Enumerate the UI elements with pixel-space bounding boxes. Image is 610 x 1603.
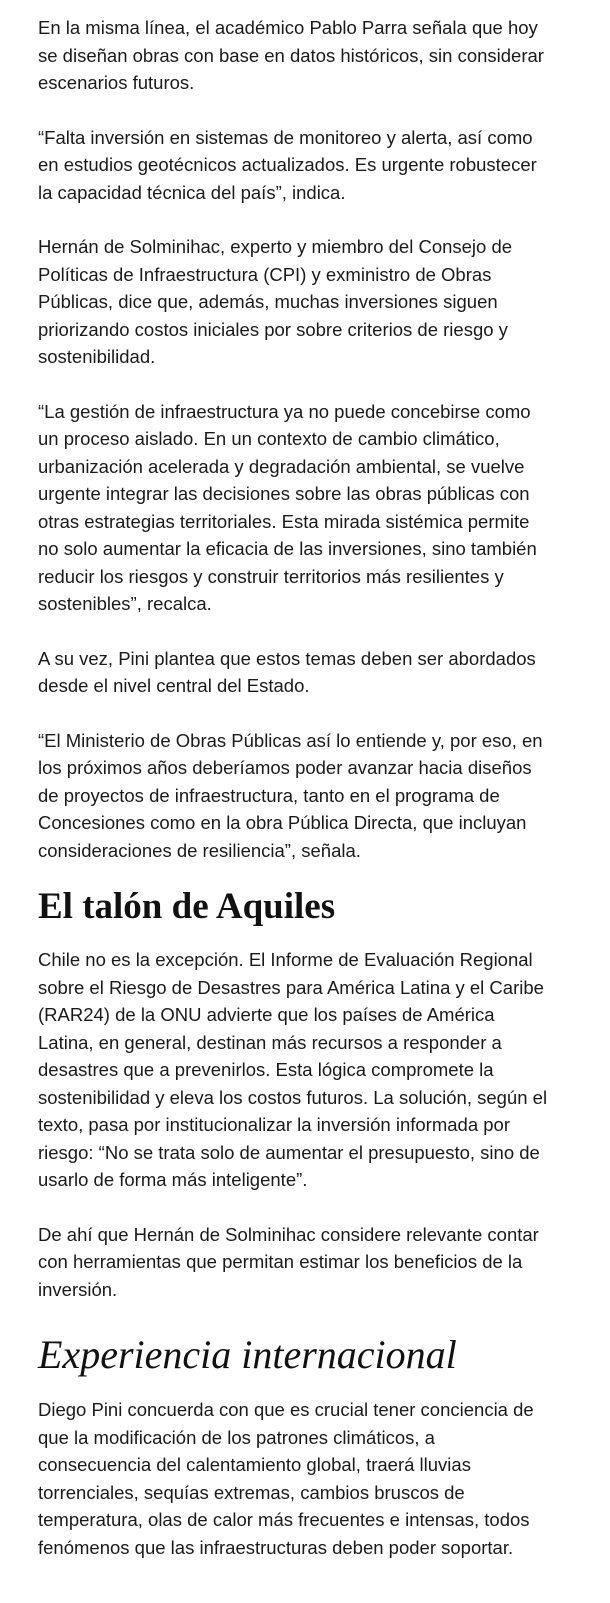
section-heading: El talón de Aquiles [38, 886, 336, 927]
paragraph: Diego Pini concuerda con que es crucial tener conciencia de que la modificación de los patrones climáticos, a consecuencia del calentamiento global, traerá lluvias torrenciales, sequías extremas, cambios bruscos de temperatura, olas de calor más frecuentes e intensas, todos fenómenos que las infraestructuras deben poder soportar. [38, 1399, 534, 1558]
paragraph: En la misma línea, el académico Pablo Parra señala que hoy se diseñan obras con base en datos históricos, sin considerar escenarios futuros. [38, 17, 544, 93]
paragraph: “Falta inversión en sistemas de monitoreo y alerta, así como en estudios geotécnicos actualizados. Es urgente robustecer la capacidad técnica del país”, indica. [38, 126, 537, 203]
article-body [38, 0, 574, 1561]
paragraph: “El Ministerio de Obras Públicas así lo entiende y, por eso, en los próximos años deberíamos poder avanzar hacia diseños de proyectos de infraestructura, tanto en el programa de Concesiones como en la obra Pública Directa, que incluyan consideraciones de resiliencia”, señala. [38, 729, 543, 861]
paragraph: Chile no es la excepción. El Informe de Evaluación Regional sobre el Riesgo de Desastres para América Latina y el Caribe (RAR24) de la ONU advierte que los países de América Latina, en general, destinan más recursos a responder a desastres que a prevenirlos. Esta lógica compromete la sostenibilidad y eleva los costos futuros. La solución, según el texto, pasa por institucionalizar la inversión informada por riesgo: “No se trata solo de aumentar el presupuesto, sino de usarlo de forma más inteligente”. [38, 949, 548, 1190]
paragraph: Hernán de Solminihac, experto y miembro del Consejo de Políticas de Infraestructura (CPI) y exministro de Obras Públicas, dice que, además, muchas inversiones siguen priorizando costos iniciales por sobre criterios de riesgo y sostenibilidad. [38, 236, 513, 367]
section-heading: Experiencia internacional [38, 1332, 457, 1377]
paragraph: A su vez, Pini plantea que estos temas deben ser abordados desde el nivel central del Estado. [38, 647, 536, 696]
paragraph: “La gestión de infraestructura ya no puede concebirse como un proceso aislado. En un contexto de cambio climático, urbanización acelerada y degradación ambiental, se vuelve urgente integrar las decisiones sobre las obras públicas con otras estrategias territoriales. Esta mirada sistémica permite no solo aumentar la eficacia de las inversiones, sino también reducir los riesgos y construir territorios más resilientes y sostenibles”, recalca. [38, 400, 537, 614]
paragraph: De ahí que Hernán de Solminihac considere relevante contar con herramientas que permitan estimar los beneficios de la inversión. [38, 1223, 539, 1300]
